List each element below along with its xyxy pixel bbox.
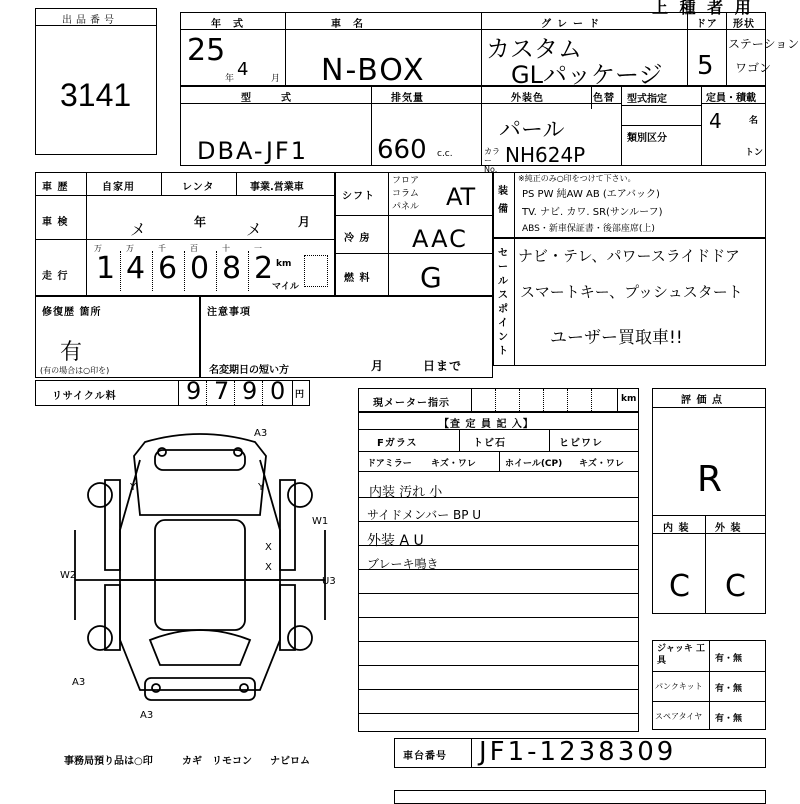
type-value: DBA-JF1: [197, 137, 308, 165]
year-label: 年 式: [211, 19, 244, 30]
keys-label: カギ: [182, 756, 202, 767]
column-label: コラム: [392, 189, 419, 199]
type-designation-label: 型式指定: [627, 94, 667, 105]
capacity-unit: 名: [749, 116, 759, 126]
kizu-ware-label-2: キズ・ワレ: [579, 459, 624, 469]
equipment-note: ※純正のみ○印をつけて下さい。: [518, 174, 636, 183]
fuel-label: 燃 料: [344, 273, 371, 284]
exterior-color-label: 外装色: [511, 93, 544, 104]
repair-block: [35, 296, 200, 378]
score-block: [652, 388, 766, 614]
grade-line-1: カスタム: [486, 35, 582, 63]
equipment-label: 装 備: [498, 186, 509, 215]
equipment-line-1: PS PW 純AW AB (エアバック): [522, 189, 660, 200]
vehicle-row-1: [180, 12, 800, 89]
make-label: 車 名: [331, 19, 364, 30]
displacement-value: 660: [377, 135, 427, 165]
load-unit: トン: [745, 148, 764, 158]
shift-block: [335, 172, 493, 296]
repair-label: 修復歴 箇所: [42, 307, 102, 318]
inspection-year-value: メ: [130, 220, 147, 239]
sales-point-line-1: ナビ・テレ、パワースライドドア: [518, 247, 740, 265]
color-value: パール: [499, 118, 565, 143]
ac-value: AAC: [412, 225, 468, 253]
damage-mark: U3: [322, 576, 336, 587]
displacement-label: 排気量: [391, 93, 424, 104]
digit-label: 百: [190, 244, 198, 253]
mileage-label: 走 行: [42, 271, 69, 282]
inspection-month-value: メ: [246, 220, 263, 239]
rear-bumper: [145, 678, 255, 700]
private-label: 自家用: [102, 182, 135, 193]
hibiware-label: ヒビワレ: [559, 438, 603, 449]
inspection-month-unit: 月: [298, 215, 312, 229]
name-change-day: 日まで: [423, 359, 463, 373]
wheel-icon: [288, 626, 312, 650]
car-cabin: [155, 520, 245, 630]
chassis-value: JF1-1238309: [479, 737, 677, 767]
kept-items-label: 事務局預り品は○印: [64, 756, 153, 767]
recycle-label: リサイクル料: [52, 391, 117, 402]
lot-number: 3141: [60, 77, 132, 113]
km-label: km: [276, 259, 292, 269]
puncture-label: パンクキット: [655, 682, 703, 691]
interior-value: C: [669, 569, 690, 604]
equipment-block: [493, 172, 766, 238]
sales-point-label: セールスポイント: [498, 248, 509, 357]
damage-mark: W2: [60, 570, 77, 581]
model-name: N-BOX: [321, 53, 426, 88]
mileage-digit: 0: [190, 251, 210, 286]
damage-mark: X: [265, 562, 272, 573]
car-body-outline: [120, 460, 280, 690]
meter-label: 現メーター指示: [373, 398, 450, 409]
digit-label: 千: [158, 244, 166, 253]
wheel-icon: [88, 626, 112, 650]
year-unit: 年: [225, 74, 235, 84]
rental-label: レンタ: [182, 182, 215, 193]
meter-unit: km: [621, 394, 637, 404]
type-label: 型 式: [241, 93, 301, 104]
usage-label: 上 種 者 用: [652, 0, 754, 17]
damage-mark: X: [265, 542, 272, 553]
score-value: R: [697, 459, 723, 500]
chassis-block: [394, 738, 766, 768]
recycle-block: [35, 377, 310, 406]
mileage-digits: [90, 241, 276, 295]
sales-point-line-3: ユーザー買取車!!: [550, 328, 683, 348]
floor-label: フロア: [392, 176, 420, 186]
doors-label: ドア: [696, 19, 718, 30]
inspector-comment: サイドメンバー BP U: [367, 508, 482, 522]
kizu-ware-label: キズ・ワレ: [431, 459, 476, 469]
mileage-digit: 2: [254, 251, 274, 286]
name-change-label: 名変期日の短い方: [209, 365, 289, 376]
doors-value: 5: [697, 51, 714, 81]
year-value: 25: [187, 33, 226, 68]
notes-block: [200, 296, 493, 378]
inspection-label: 車 検: [42, 217, 69, 228]
jack-label: ジャッキ 工 具: [657, 644, 705, 666]
vehicle-row-2: [180, 86, 766, 174]
history-label: 車 歴: [42, 182, 69, 193]
navi-rom-label: ナビロム: [270, 756, 310, 767]
meter-block: [358, 388, 639, 412]
displacement-unit: c.c.: [437, 149, 453, 159]
bottom-strip: [394, 790, 766, 804]
color-no-label: カラー No.: [484, 147, 500, 174]
remote-label: リモコン: [212, 756, 252, 767]
interior-label: 内 装: [663, 523, 690, 534]
car-roof-outline: [134, 434, 266, 515]
recycle-digit: 0: [270, 377, 286, 405]
digit-label: 一: [254, 244, 262, 253]
mile-label: マイル: [272, 282, 299, 292]
car-windshield: [155, 450, 245, 470]
chassis-label: 車台番号: [403, 751, 447, 762]
inspector-label: 【査 定 員 記 入】: [439, 419, 534, 430]
month-value: 4: [237, 59, 249, 80]
car-damage-diagram: [60, 420, 380, 730]
damage-mark: A3: [140, 710, 154, 721]
grade-label: グレード: [541, 19, 605, 30]
puncture-yes-no: 有・無: [715, 684, 743, 694]
jack-yes-no: 有・無: [715, 654, 743, 664]
score-label: 評 価 点: [681, 395, 723, 406]
wheel-icon: [288, 483, 312, 507]
spare-label: スペアタイヤ: [655, 712, 703, 721]
mileage-digit: 8: [222, 251, 242, 286]
wheel-label: ホイール(CP): [505, 459, 563, 469]
digit-label: 万: [94, 244, 102, 253]
wheel-icon: [88, 483, 112, 507]
digit-label: 十: [222, 244, 230, 253]
panel-label: パネル: [392, 202, 420, 212]
repair-value: 有: [60, 340, 83, 365]
recycle-unit: 円: [295, 390, 305, 400]
tobiishi-label: トビ石: [473, 438, 506, 449]
fglass-label: Fガラス: [377, 438, 418, 449]
damage-mark: Y: [258, 482, 265, 493]
fuel-value: G: [420, 261, 442, 294]
rear-window: [150, 630, 250, 665]
recycle-digit: 7: [214, 377, 230, 405]
history-block: [35, 172, 335, 296]
color-change-label: 色替: [593, 93, 615, 104]
inspector-comment: ブレーキ鳴き: [367, 557, 439, 571]
color-no-value: NH624P: [505, 143, 586, 167]
mileage-digit: 4: [126, 251, 146, 286]
sales-point-block: [493, 238, 766, 366]
business-label: 事業.営業車: [250, 182, 304, 193]
damage-mark: Y: [130, 482, 137, 493]
equipment-line-3: ABS・新車保証書・後部座席(上): [522, 224, 655, 234]
recycle-digit: 9: [186, 377, 202, 405]
lot-number-label: 出品番号: [62, 15, 118, 26]
category-label: 類別区分: [627, 133, 667, 144]
tools-block: [652, 640, 766, 730]
capacity-label: 定員・積載: [706, 93, 756, 104]
equipment-line-2: TV. ナビ. カワ. SR(サンルーフ): [522, 207, 663, 218]
door-mirror-label: ドアミラー: [367, 459, 412, 469]
spare-yes-no: 有・無: [715, 714, 743, 724]
shape-line-2: ワゴン: [735, 61, 772, 75]
month-unit: 月: [271, 74, 281, 84]
grade-line-2: GLパッケージ: [511, 61, 663, 89]
notes-label: 注意事項: [207, 307, 251, 318]
name-change-month: 月: [371, 359, 385, 373]
shift-value: AT: [446, 183, 476, 211]
mileage-digit: 1: [96, 251, 116, 286]
shape-line-1: ステーション: [728, 37, 800, 51]
repair-note: (有の場合は○印を): [40, 366, 110, 375]
capacity-value: 4: [709, 109, 722, 133]
lot-number-box: [35, 8, 157, 155]
sales-point-line-2: スマートキー、プッシュスタート: [520, 283, 743, 301]
exterior-value: C: [725, 569, 746, 604]
damage-mark: A3: [254, 428, 268, 439]
shift-label: シフト: [342, 191, 375, 202]
inspector-comment: 内装 汚れ 小: [369, 485, 443, 500]
inspection-year-unit: 年: [194, 215, 208, 229]
damage-mark: W1: [312, 516, 329, 527]
recycle-digit: 9: [242, 377, 258, 405]
ac-label: 冷 房: [344, 233, 371, 244]
inspector-block: [358, 412, 639, 732]
shape-label: 形状: [733, 19, 755, 30]
exterior-label: 外 装: [715, 523, 742, 534]
inspector-comment: 外装 A U: [367, 533, 424, 549]
digit-label: 万: [126, 244, 134, 253]
mileage-digit: 6: [158, 251, 178, 286]
damage-mark: A3: [72, 677, 86, 688]
